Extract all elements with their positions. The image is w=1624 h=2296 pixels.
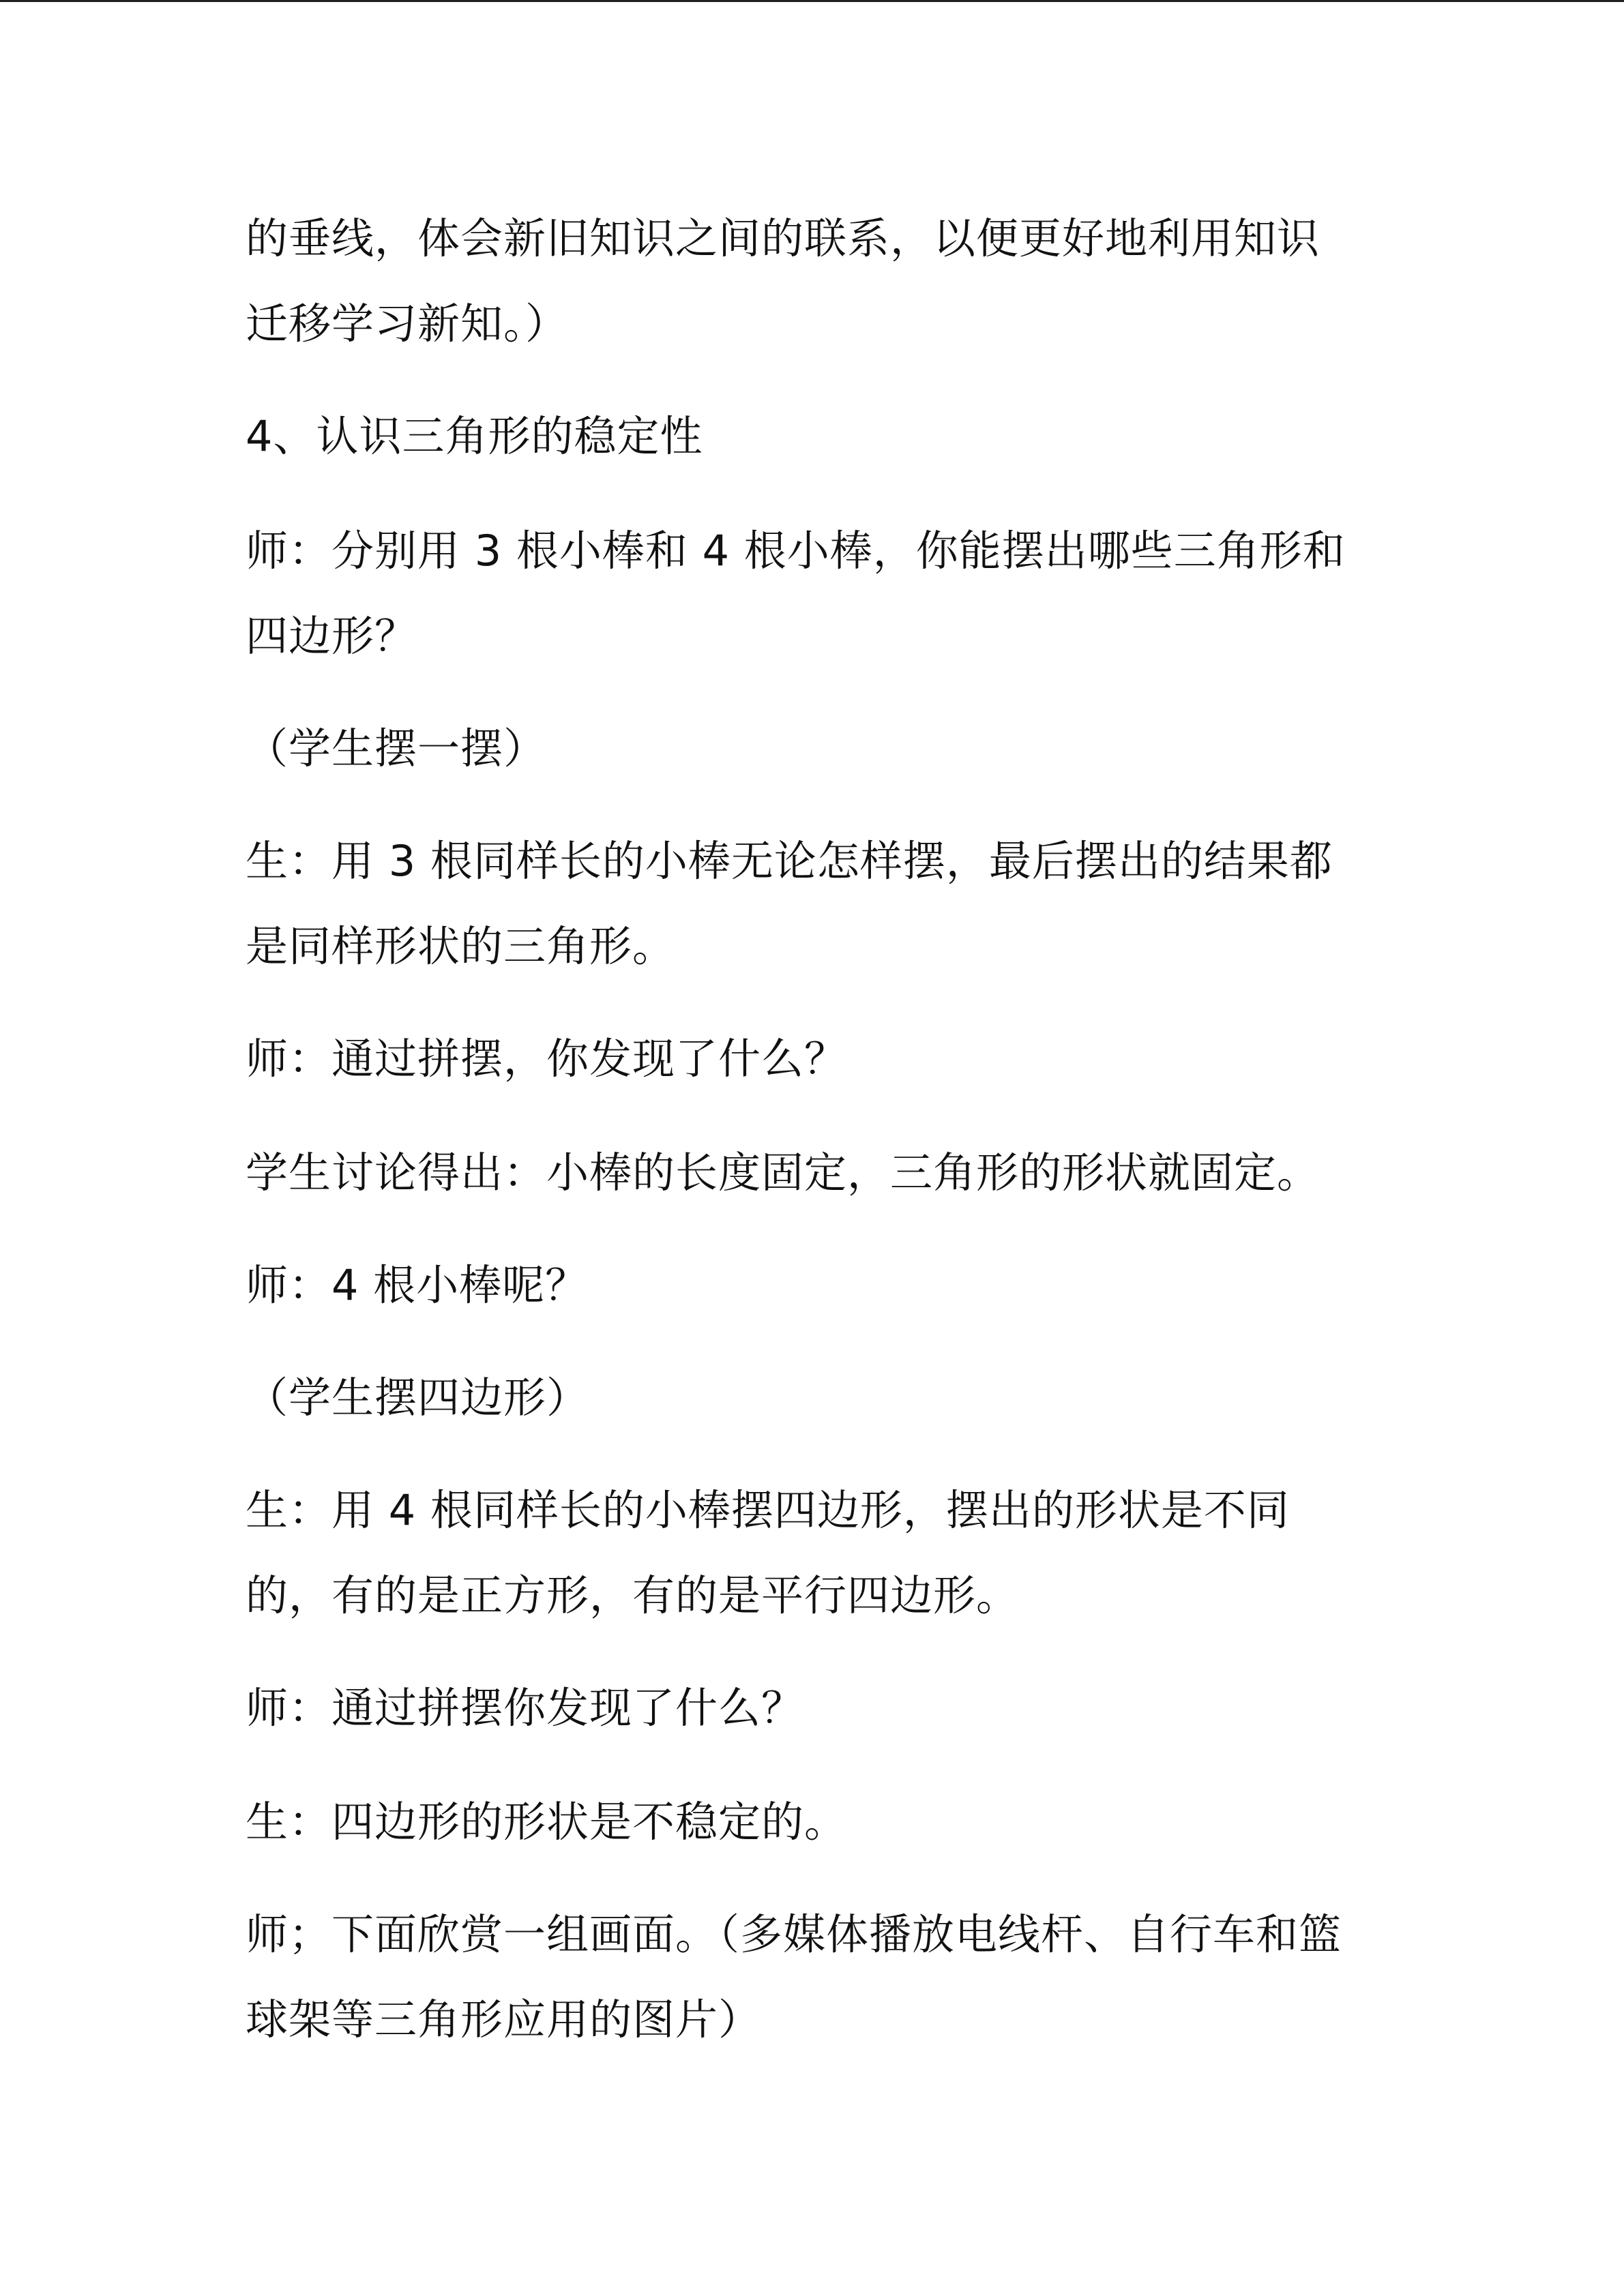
text-line: 生：用 3 根同样长的小棒无论怎样摆，最后摆出的结果都 (246, 836, 1333, 886)
text-line: 学生讨论得出：小棒的长度固定，三角形的形状就固定。 (246, 1148, 1320, 1197)
text-line: 师：通过拼摆，你发现了什么？ (246, 1034, 848, 1084)
section-heading: 4、认识三角形的稳定性 (246, 411, 703, 461)
text-line: 师：分别用 3 根小棒和 4 根小棒，你能摆出哪些三角形和 (246, 526, 1346, 576)
text-line: 的，有的是正方形，有的是平行四边形。 (246, 1570, 1020, 1620)
text-line: 师；下面欣赏一组画面。（多媒体播放电线杆、自行车和篮 (246, 1909, 1342, 1959)
text-line: （学生摆四边形） (246, 1373, 590, 1422)
text-line: 是同样形状的三角形。 (246, 921, 676, 971)
text-line: （学生摆一摆） (246, 724, 547, 773)
text-line: 迁移学习新知。） (246, 299, 569, 348)
text-line: 生：用 4 根同样长的小棒摆四边形，摆出的形状是不同 (246, 1485, 1290, 1535)
text-line: 师：4 根小棒呢？ (246, 1260, 589, 1310)
text-line: 四边形？ (246, 611, 418, 661)
text-line: 生：四边形的形状是不稳定的。 (246, 1797, 848, 1847)
text-line: 的垂线，体会新旧知识之间的联系，以便更好地利用知识 (246, 213, 1320, 263)
text-line: 球架等三角形应用的图片） (246, 1995, 762, 2044)
text-line: 师：通过拼摆你发现了什么？ (246, 1683, 805, 1733)
